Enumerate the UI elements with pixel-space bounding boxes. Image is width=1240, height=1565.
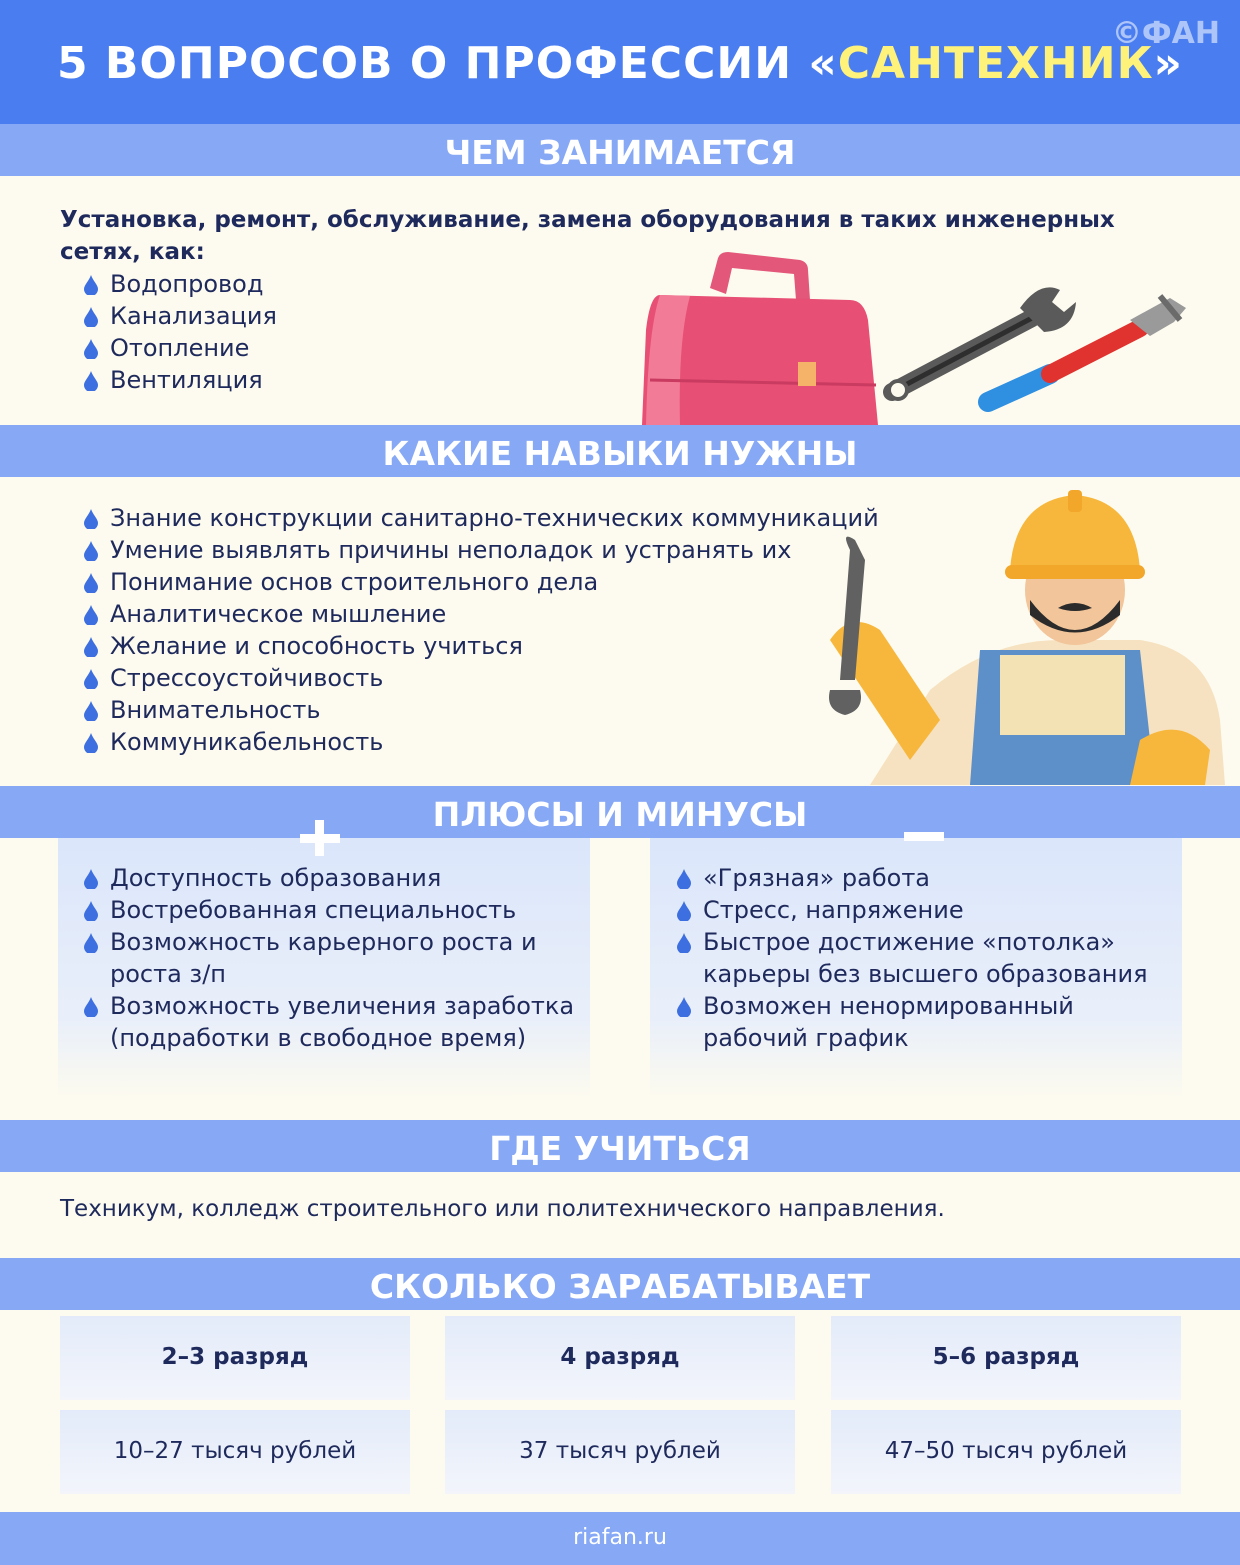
- section-band-proscons: [0, 786, 1240, 838]
- water-drop-icon: [84, 339, 98, 359]
- list-item: Умение выявлять причины неполадок и устранять их: [62, 534, 879, 566]
- list-item: Канализация: [62, 300, 277, 332]
- list-item: Стрессоустойчивость: [62, 662, 879, 694]
- networks-list: [62, 268, 277, 396]
- water-drop-icon: [677, 933, 691, 953]
- water-drop-icon: [84, 573, 98, 593]
- grade-cell: 2–3 разряд: [60, 1316, 410, 1400]
- water-drop-icon: [84, 933, 98, 953]
- list-item: «Грязная» работа: [655, 862, 1180, 894]
- salary-cell: 10–27 тысяч рублей: [60, 1410, 410, 1494]
- list-item: Внимательность: [62, 694, 879, 726]
- section-band-salary: [0, 1258, 1240, 1310]
- section-heading: КАКИЕ НАВЫКИ НУЖНЫ: [382, 434, 858, 473]
- plumber-illustration: [810, 490, 1230, 785]
- page-title: 5 ВОПРОСОВ О ПРОФЕССИИ «САНТЕХНИК»: [57, 38, 1183, 89]
- water-drop-icon: [84, 997, 98, 1017]
- water-drop-icon: [84, 669, 98, 689]
- water-drop-icon: [677, 869, 691, 889]
- pros-list: [62, 862, 582, 1054]
- tools-illustration: [640, 250, 1200, 425]
- water-drop-icon: [84, 509, 98, 529]
- water-drop-icon: [84, 901, 98, 921]
- list-item: Стресс, напряжение: [655, 894, 1180, 926]
- list-item: Аналитическое мышление: [62, 598, 879, 630]
- list-item: Знание конструкции санитарно-технических коммуникаций: [62, 502, 879, 534]
- section-band-study: [0, 1120, 1240, 1172]
- salary-cell: 37 тысяч рублей: [445, 1410, 795, 1494]
- grade-cell: 4 разряд: [445, 1316, 795, 1400]
- water-drop-icon: [84, 275, 98, 295]
- list-item: Вентиляция: [62, 364, 277, 396]
- list-item: Водопровод: [62, 268, 277, 300]
- list-item: Доступность образования: [62, 862, 582, 894]
- section-heading: ГДЕ УЧИТЬСЯ: [489, 1129, 751, 1168]
- toolbox-icon: [642, 252, 878, 425]
- list-item: Востребованная специальность: [62, 894, 582, 926]
- study-text: Техникум, колледж строительного или политехнического направления.: [60, 1196, 945, 1222]
- salary-cell: 47–50 тысяч рублей: [831, 1410, 1181, 1494]
- list-item: Возможность карьерного роста и роста з/п: [62, 926, 582, 990]
- section-heading: ПЛЮСЫ И МИНУСЫ: [432, 795, 808, 834]
- water-drop-icon: [84, 541, 98, 561]
- pipe-wrench-icon: [988, 296, 1186, 402]
- title-accent: САНТЕХНИК: [837, 38, 1154, 89]
- minus-icon: [904, 832, 944, 841]
- footer: [0, 1512, 1240, 1565]
- water-drop-icon: [84, 605, 98, 625]
- plus-icon: [300, 820, 340, 856]
- section-band-skills: [0, 425, 1240, 477]
- list-item: Быстрое достижение «потолка» карьеры без высшего образования: [655, 926, 1180, 990]
- watermark-logo: ©ФАН: [1111, 16, 1220, 51]
- list-item: Возможность увеличения заработка (подработки в свободное время): [62, 990, 582, 1054]
- section-band-what: [0, 124, 1240, 176]
- water-drop-icon: [84, 869, 98, 889]
- section-heading: ЧЕМ ЗАНИМАЕТСЯ: [444, 133, 796, 172]
- footer-site: riafan.ru: [573, 1525, 667, 1550]
- water-drop-icon: [677, 997, 691, 1017]
- header-banner: [0, 0, 1240, 124]
- skills-list: [62, 502, 879, 758]
- water-drop-icon: [84, 371, 98, 391]
- water-drop-icon: [84, 701, 98, 721]
- list-item: Понимание основ строительного дела: [62, 566, 879, 598]
- list-item: Желание и способность учиться: [62, 630, 879, 662]
- section-intro: Установка, ремонт, обслуживание, замена оборудования в таких инженерных сетях, как:: [60, 207, 1115, 265]
- list-item: Отопление: [62, 332, 277, 364]
- water-drop-icon: [84, 637, 98, 657]
- list-item: Возможен ненормированный рабочий график: [655, 990, 1180, 1054]
- grade-cell: 5–6 разряд: [831, 1316, 1181, 1400]
- water-drop-icon: [84, 733, 98, 753]
- water-drop-icon: [84, 307, 98, 327]
- list-item: Коммуникабельность: [62, 726, 879, 758]
- water-drop-icon: [677, 901, 691, 921]
- cons-list: [655, 862, 1180, 1054]
- section-heading: СКОЛЬКО ЗАРАБАТЫВАЕТ: [369, 1267, 871, 1306]
